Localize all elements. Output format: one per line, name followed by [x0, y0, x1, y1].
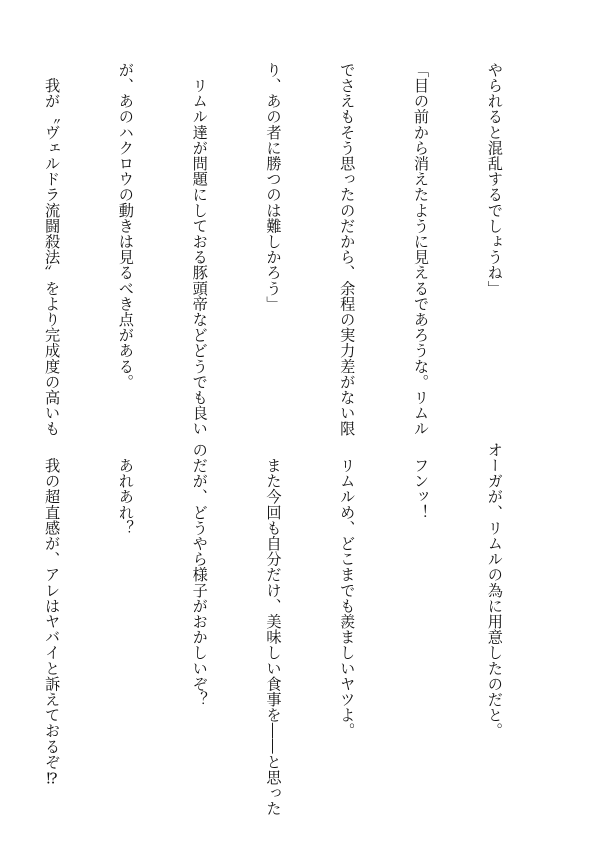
text-line: オーガが、リムルの為に用意したのだと。 [485, 442, 504, 739]
text-line: あれあれ？ [116, 442, 135, 536]
lower-text-column-block [43, 442, 556, 817]
text-line: フンッ！ [412, 442, 431, 520]
text-line: のだが、どうやら様子がおかしいぞ？ [190, 442, 209, 708]
upper-text-column-block [43, 62, 556, 437]
text-line: また今回も自分だけ、美味しい食事を――と思った [264, 442, 283, 817]
text-line: 我の超直感が、アレはヤバイと訴えておるぞ⁉ [43, 442, 62, 788]
text-line: リムルめ、どこまでも羨ましいヤツよ。 [338, 442, 357, 739]
text-line: 我が〝ヴェルドラ流闘殺法〟をより完成度の高いも [43, 62, 62, 437]
text-line: やられると混乱するでしょうね」 [485, 62, 504, 296]
text-line: 「目の前から消えたように見えるであろうな。リムル [412, 62, 431, 437]
text-line: が、あのハクロウの動きは見るべき点がある。 [116, 62, 135, 390]
text-line: でさえもそう思ったのだから、余程の実力差がない限 [338, 62, 357, 437]
text-line: り、あの者に勝つのは難しかろう」 [264, 62, 283, 312]
text-line: リムル達が問題にしておる豚頭帝などどうでも良い [190, 62, 209, 437]
